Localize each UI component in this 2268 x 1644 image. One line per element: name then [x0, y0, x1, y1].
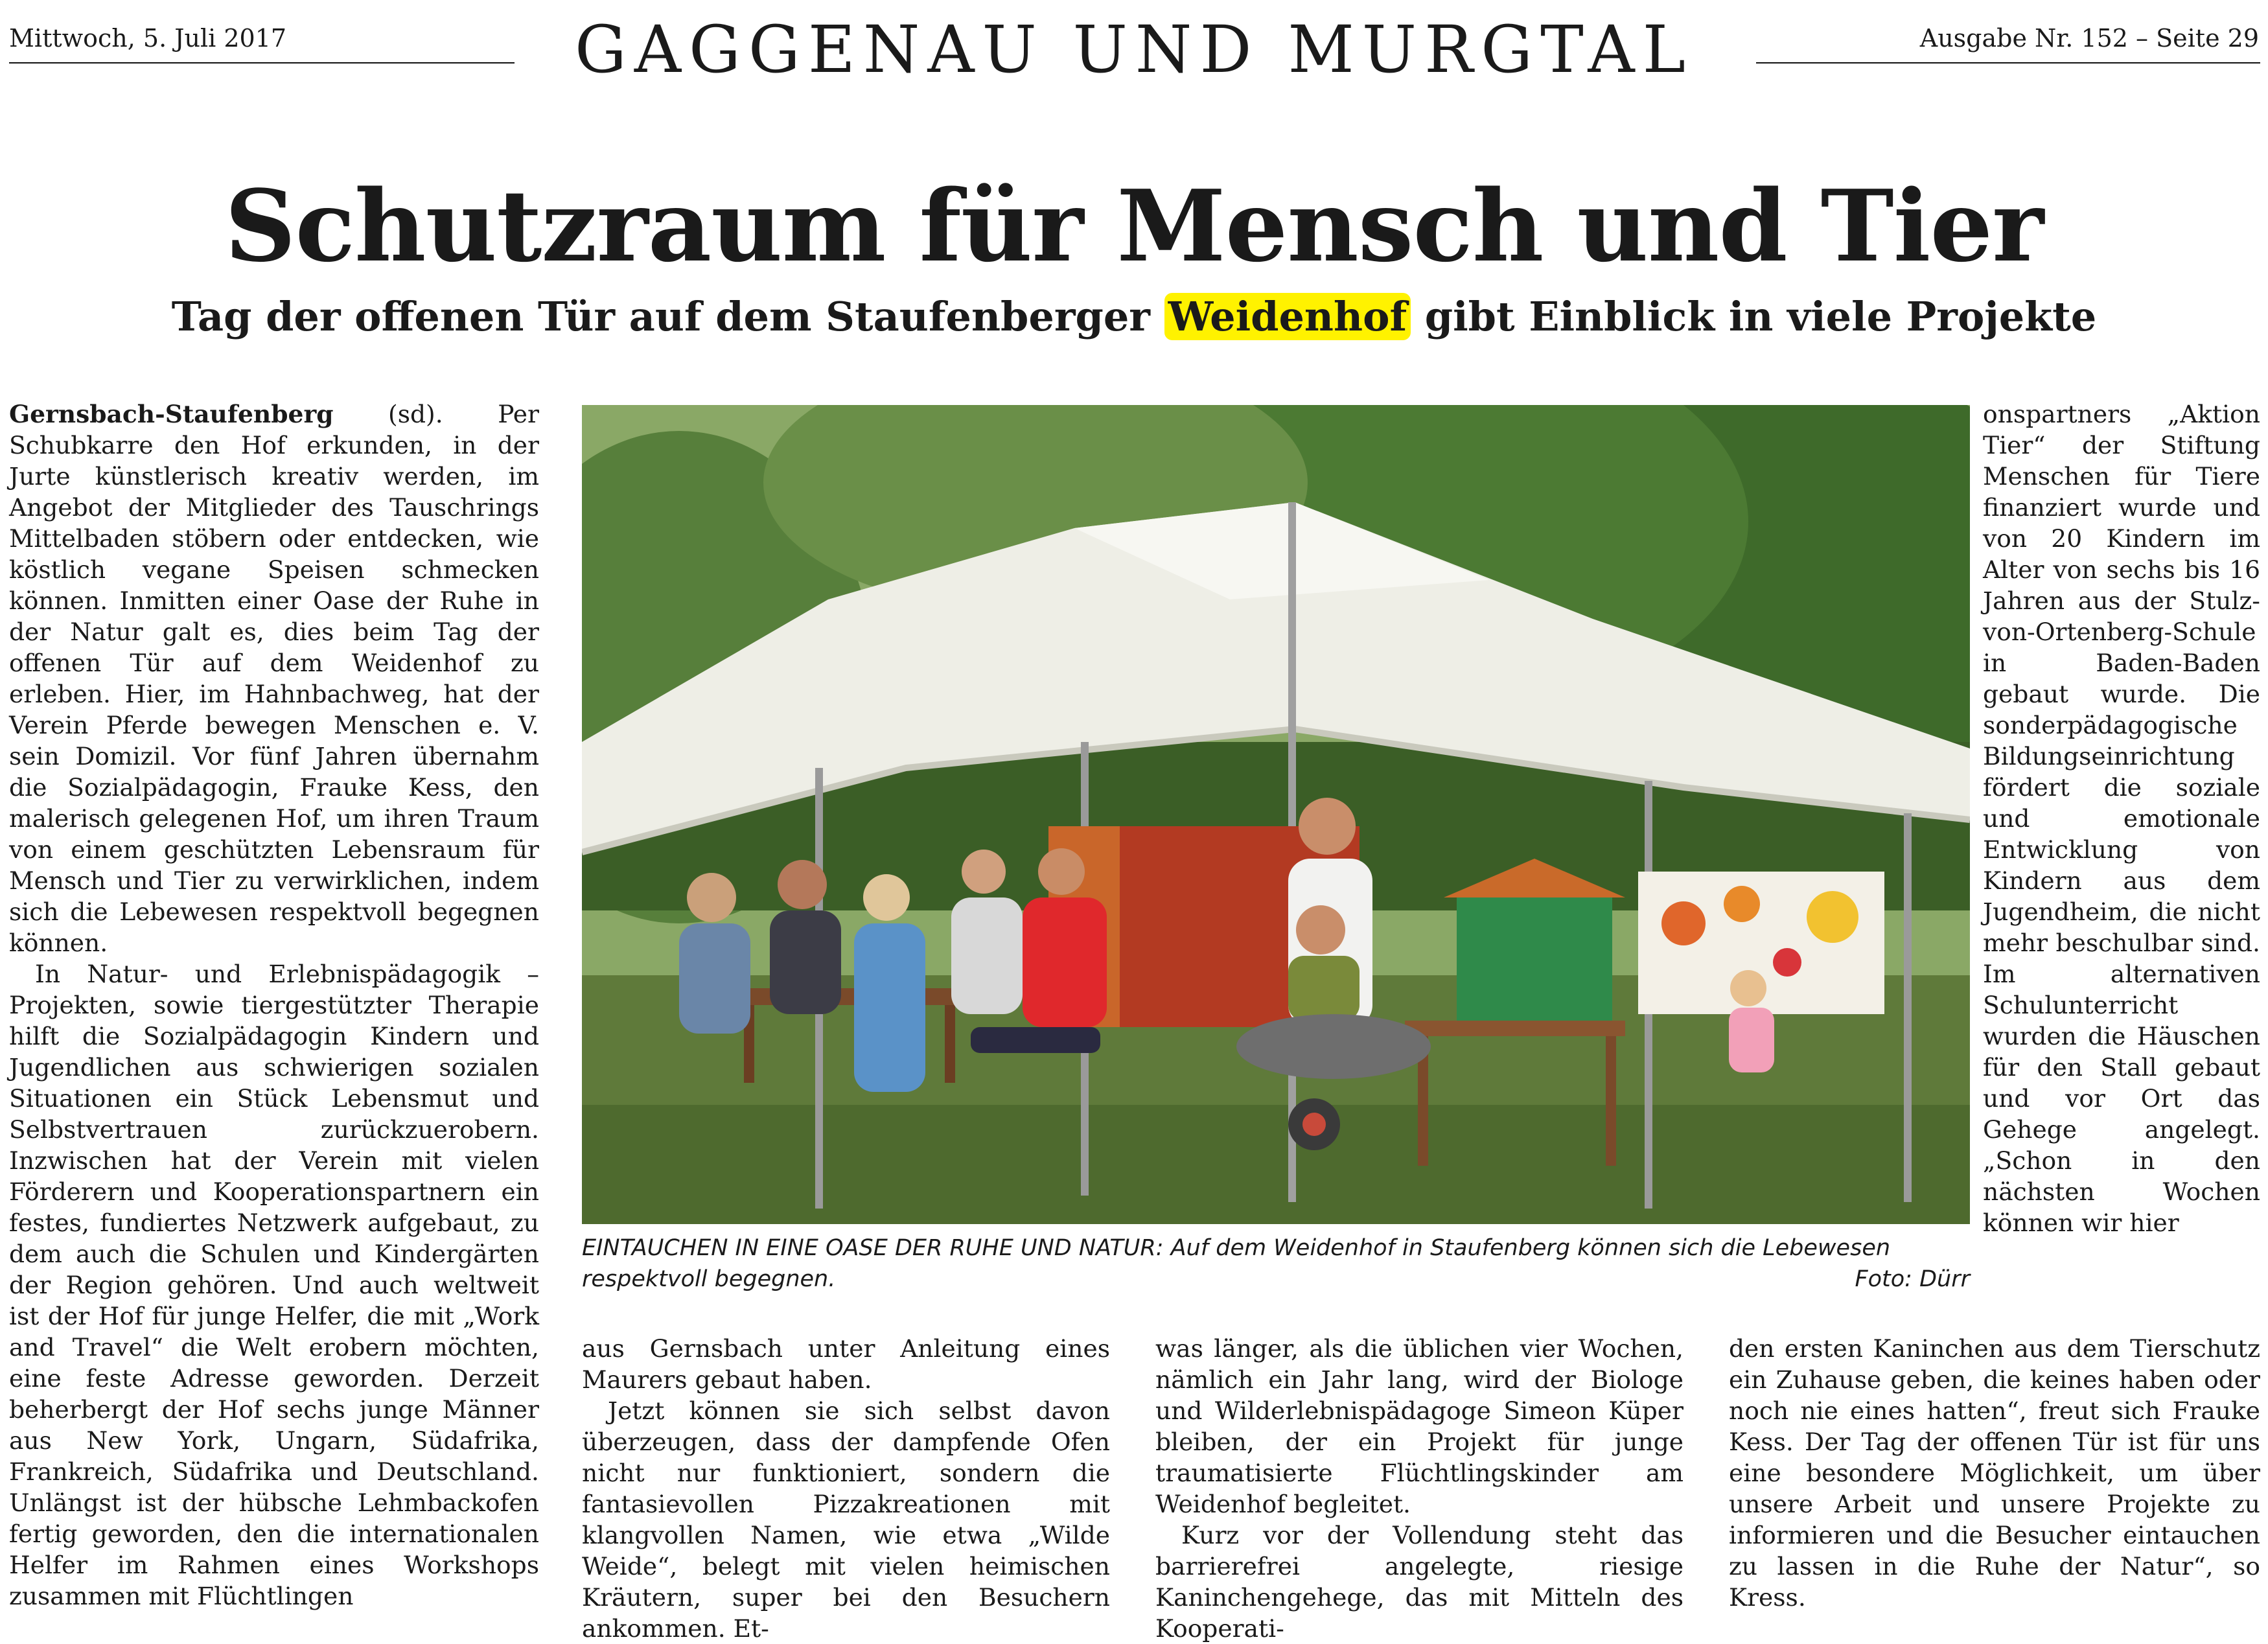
- header-rule-left: [9, 62, 515, 64]
- article-subhead: [0, 293, 2268, 341]
- article-column-3: [1155, 1333, 1684, 1644]
- photo-credit: Foto: Dürr: [1855, 1266, 1970, 1292]
- article-column-2: [582, 1333, 1110, 1644]
- article-column-4: [1983, 399, 2260, 1238]
- article-photo: [582, 405, 1970, 1224]
- issue-page-number: Ausgabe Nr. 152 – Seite 29: [1919, 24, 2259, 52]
- paragraph: onspartners „Aktion Tier“ der Stiftung Menschen für Tiere finanziert wurde und von 20 Kindern im Alter von sechs bis 16 Jahren aus der Stulz-von-Ortenberg-Schule in Baden-Baden gebaut wurde. Die sonderpädagogische Bildungseinrichtung fördert die soziale und emotionale Entwicklung von Kindern aus dem Jugendheim, die nicht mehr beschulbar sind. Im alternativen Schulunterricht wurden die Häuschen für den Stall gebaut und vor Ort das Gehege angelegt. „Schon in den nächsten Wochen können wir hier: [1983, 400, 2260, 1237]
- caption-text: EINTAUCHEN IN EINE OASE DER RUHE UND NATUR: Auf dem Weidenhof in Staufenberg können sich die Lebewesen respektvoll begegnen.: [582, 1235, 1891, 1292]
- paragraph-text: (sd). Per Schubkarre den Hof erkunden, in der Jurte künstlerisch kreativ werden, im Angebot der Mitglieder des Tauschrings Mittelbaden stöbern oder entdecken, wie köstlich vegane Speisen schmecken können. Inmitten einer Oase der Ruhe in der Natur galt es, dies beim Tag der offenen Tür auf dem Weidenhof zu erleben. Hier, im Hahnbachweg, hat der Verein Pferde bewegen Menschen e. V. sein Domizil. Vor fünf Jahren übernahm die Sozialpädagogin, Frauke Kess, den malerisch gelegenen Hof, um ihren Traum von einem geschützten Lebensraum für Mensch und Tier zu verwirklichen, indem sich die Lebewesen respektvoll begegnen können.: [9, 400, 539, 957]
- photo-caption: [582, 1233, 1970, 1295]
- subhead-text-after: gibt Einblick in viele Projekte: [1424, 293, 2097, 340]
- paragraph: Jetzt können sie sich selbst davon überzeugen, dass der dampfende Ofen nicht nur funktioniert, sondern die fantasievollen Pizzakreationen mit klangvollen Namen, wie etwa „Wilde Weide“, belegt mit vielen heimischen Kräutern, super bei den Besuchern ankommen. Et-: [582, 1396, 1110, 1643]
- subhead-text-before: Tag der offenen Tür auf dem Staufenberger: [171, 293, 1150, 340]
- article-headline: Schutzraum für Mensch und Tier: [224, 168, 2044, 284]
- photo-tent-scene: [582, 405, 1970, 1224]
- header-rule-right: [1756, 62, 2260, 64]
- paragraph: den ersten Kaninchen aus dem Tierschutz ein Zuhause geben, die keines haben oder noch nie eines hatten“, freut sich Frauke Kess. Der Tag der offenen Tür ist für uns eine besondere Möglichkeit, um über unsere Arbeit und unsere Projekte zu informieren und die Besucher eintauchen zu lassen in die Ruhe der Natur“, so Kress.: [1729, 1334, 2260, 1612]
- paragraph: was länger, als die üblichen vier Wochen, nämlich ein Jahr lang, wird der Biologe und Wilderlebnispädagoge Simeon Küper bleiben, der ein Projekt für junge traumatisierte Flüchtlingskinder am Weidenhof begleitet.: [1155, 1334, 1684, 1518]
- dateline: Gernsbach-Staufenberg: [9, 400, 334, 428]
- subhead-highlight: Weidenhof: [1164, 293, 1411, 340]
- paragraph: In Natur- und Erlebnispädagogik – Projekten, sowie tiergestützter Therapie hilft die Sozialpädagogin Kindern und Jugendlichen aus schwierigen sozialen Situationen ein Stück Lebensmut und Selbstvertrauen zurückzuerobern. Inzwischen hat der Verein mit vielen Förderern und Kooperationspartnern ein festes, fundiertes Netzwerk aufgebaut, zu dem auch die Schulen und Kindergärten der Region gehören. Und auch weltweit ist der Hof für junge Helfer, die mit „Work and Travel“ die Welt erobern möchten, eine feste Adresse geworden. Derzeit beherbergt der Hof sechs junge Männer aus New York, Ungarn, Südafrika, Frankreich, Südafrika und Deutschland. Unlängst ist der hübsche Lehmbackofen fertig geworden, den die internationalen Helfer im Rahmen eines Workshops zusammen mit Flüchtlingen: [9, 960, 539, 1610]
- issue-date: Mittwoch, 5. Juli 2017: [9, 24, 287, 52]
- paragraph: Kurz vor der Vollendung steht das barrierefrei angelegte, riesige Kaninchengehege, das mit Mitteln des Kooperati-: [1155, 1521, 1684, 1643]
- paragraph: aus Gernsbach unter Anleitung eines Maurers gebaut haben.: [582, 1334, 1110, 1394]
- section-title: GAGGENAU UND MURGTAL: [574, 12, 1694, 87]
- article-column-1: [9, 399, 539, 1612]
- article-column-5: [1729, 1333, 2260, 1613]
- paragraph: [9, 399, 539, 958]
